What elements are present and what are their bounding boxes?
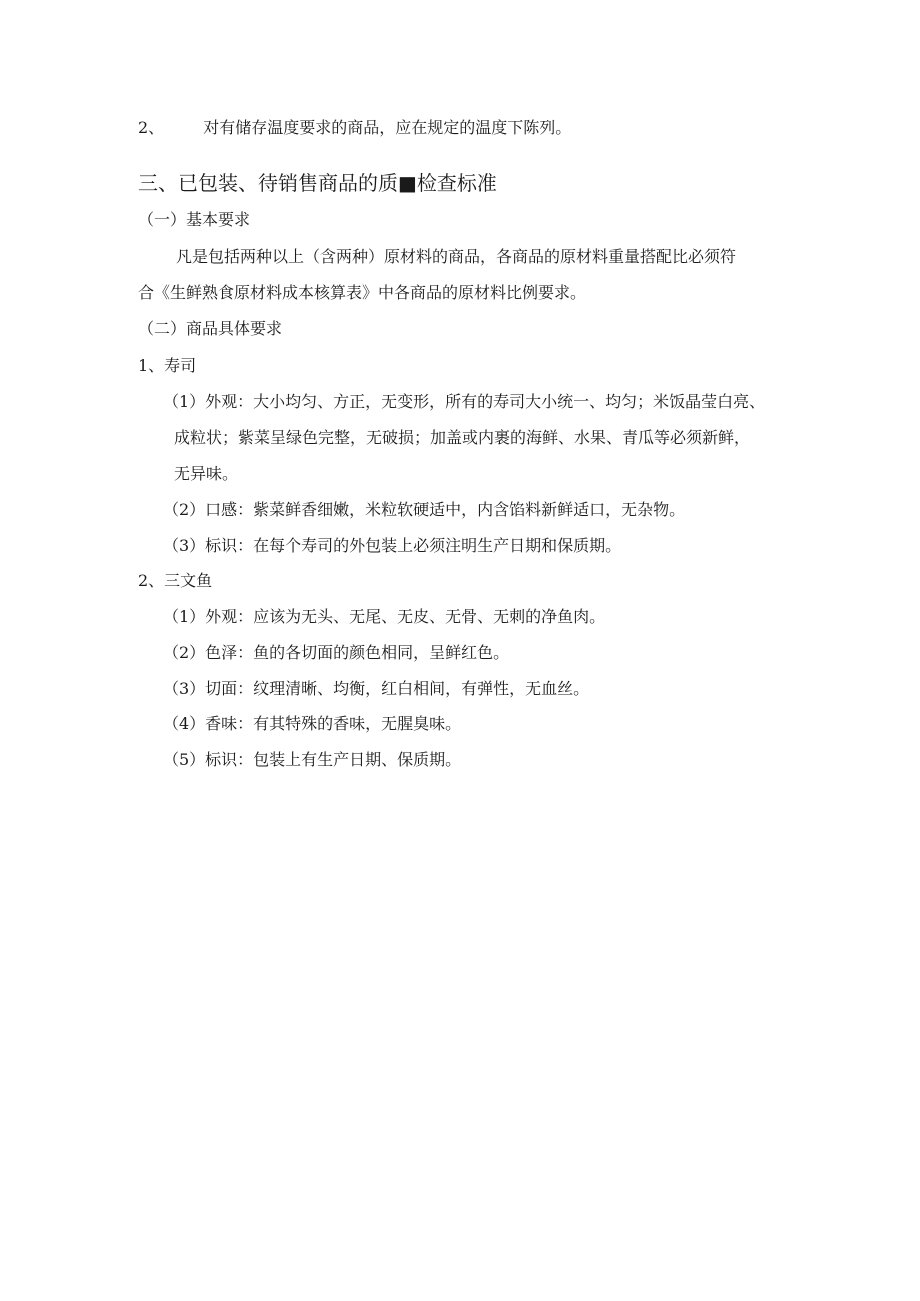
sushi-appearance-line: （1）外观：大小均匀、方正，无变形，所有的寿司大小统一、均匀；米饭晶莹白亮、 [163,392,766,411]
item-heading-salmon: 2、三文鱼 [138,571,213,590]
paragraph-line: 合《生鲜熟食原材料成本核算表》中各商品的原材料比例要求。 [138,283,587,302]
section-heading: 三、已包装、待销售商品的质■检查标准 [138,171,497,195]
sushi-appearance-line: 无异味。 [174,464,239,483]
list-text: 对有储存温度要求的商品，应在规定的温度下陈列。 [203,118,572,137]
salmon-label: （5）标识：包装上有生产日期、保质期。 [163,750,462,769]
sushi-label: （3）标识：在每个寿司的外包装上必须注明生产日期和保质期。 [163,536,622,555]
salmon-aroma: （4）香味：有其特殊的香味，无腥臭味。 [163,714,462,733]
salmon-color: （2）色泽：鱼的各切面的颜色相同，呈鲜红色。 [163,643,510,662]
item-heading-sushi: 1、寿司 [138,356,197,375]
subsection-heading: （二）商品具体要求 [138,319,283,338]
list-item-2 [138,118,571,138]
list-number: 2、 [138,118,165,137]
paragraph-line: 凡是包括两种以上（含两种）原材料的商品，各商品的原材料重量搭配比必须符 [176,247,737,266]
salmon-cut-surface: （3）切面：纹理清晰、均衡，红白相间，有弹性，无血丝。 [163,679,590,698]
subsection-heading: （一）基本要求 [138,210,251,229]
salmon-appearance: （1）外观：应该为无头、无尾、无皮、无骨、无刺的净鱼肉。 [163,607,606,626]
sushi-taste: （2）口感：紫菜鲜香细嫩，米粒软硬适中，内含馅料新鲜适口，无杂物。 [163,500,686,519]
sushi-appearance-line: 成粒状；紫菜呈绿色完整，无破损；加盖或内裹的海鲜、水果、青瓜等必须新鲜， [174,428,751,447]
